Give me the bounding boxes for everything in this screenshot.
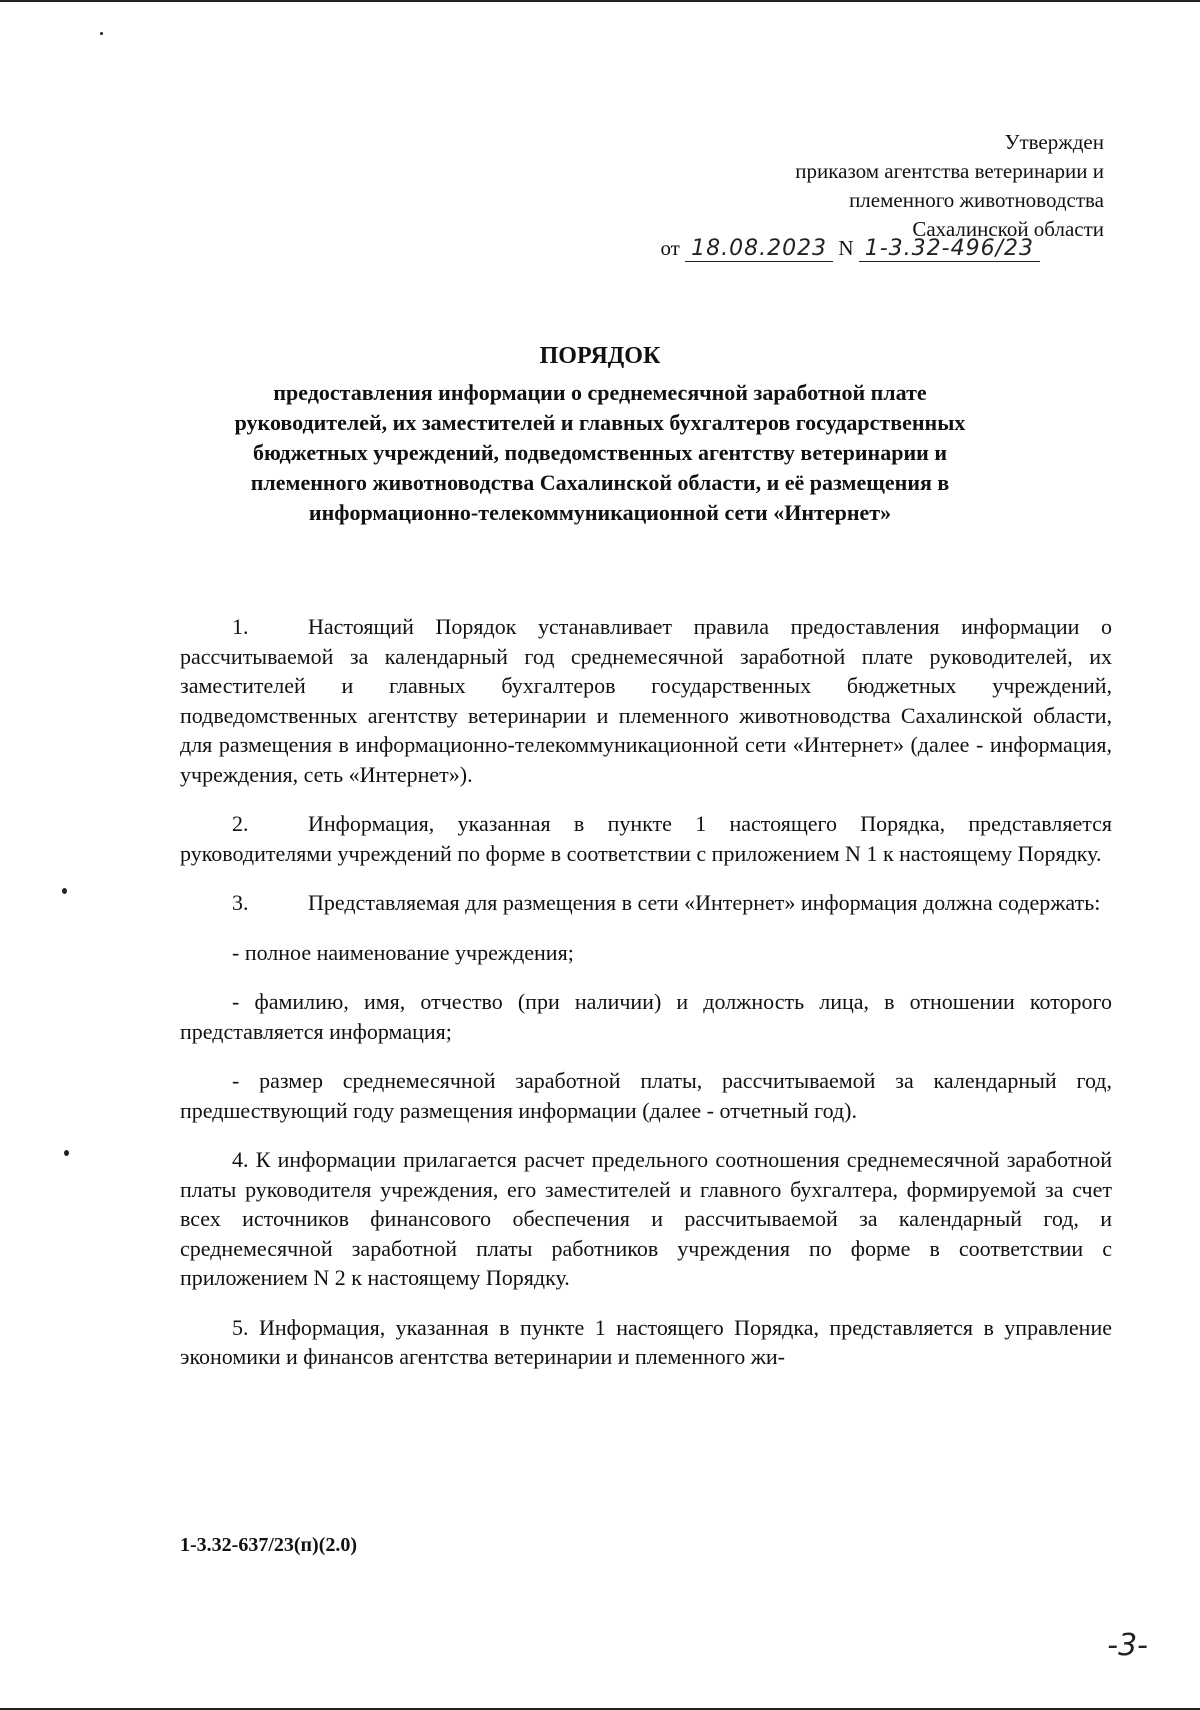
scan-speck xyxy=(64,1150,69,1156)
document-code: 1-3.32-637/23(п)(2.0) xyxy=(180,1534,358,1556)
paragraph-2 xyxy=(180,809,1112,868)
paragraph-5: 5. Информация, указанная в пункте 1 настоящего Порядка, представляется в управление экономики и финансов агентства ветеринарии и племенного жи- xyxy=(180,1314,1112,1369)
number-prefix: N xyxy=(838,236,854,260)
page-number: -3- xyxy=(1107,1628,1148,1663)
approval-line: приказом агентства ветеринарии и xyxy=(795,159,1104,183)
date-prefix: от xyxy=(660,236,680,260)
scan-speck xyxy=(100,32,103,35)
list-item: - размер среднемесячной заработной платы, рассчитываемой за календарный год, предшествующий году размещения информации (далее - отчетный год). xyxy=(180,1068,1112,1123)
list-item: - фамилию, имя, отчество (при наличии) и должность лица, в отношении которого представляется информация; xyxy=(180,989,1112,1044)
scan-top-edge xyxy=(0,0,1200,2)
approval-line: Сахалинской области xyxy=(912,217,1104,241)
document-title: ПОРЯДОК xyxy=(539,343,661,369)
paragraph-number: 1. xyxy=(232,614,249,639)
paragraph-4: 4. К информации прилагается расчет предельного соотношения среднемесячной заработной платы руководителя учреждения, его заместителей и главного бухгалтера, формируемой за счет всех источников финансового обеспечения и рассчитываемой за календарный год, и среднемесячной заработной платы работников учреждения по форме в соответствии с приложением N 2 к настоящему Порядку. xyxy=(180,1147,1112,1290)
handwritten-order-number: 1-3.32-496/23 xyxy=(859,237,1040,262)
paragraph-3 xyxy=(180,888,1112,918)
scan-speck xyxy=(62,888,67,894)
paragraph-1 xyxy=(180,612,1112,789)
approval-stamp-block xyxy=(795,128,1104,244)
paragraph-text: Представляемая для размещения в сети «Интернет» информация должна содержать: xyxy=(308,890,1101,915)
approval-line: Утвержден xyxy=(1004,130,1104,154)
paragraph-text: Информация, указанная в пункте 1 настоящего Порядка, представляется руководителями учреждений по форме в соответствии с приложением N 1 к настоящему Порядку. xyxy=(180,811,1112,866)
handwritten-date: 18.08.2023 xyxy=(685,237,833,262)
paragraph-text: Настоящий Порядок устанавливает правила предоставления информации о рассчитываемой за календарный год среднемесячной заработной плате руководителей, их заместителей и главных бухгалтеров государственных бюджетных учреждений, подведомственных агентству ветеринарии и племенного животноводства Сахалинской области, для размещения в информационно-телекоммуникационной сети «Интернет» (далее - информация, учреждения, сеть «Интернет»). xyxy=(180,614,1112,787)
document-subtitle: предоставления информации о среднемесячной заработной плате руководителей, их заместителей и главных бухгалтеров государственных бюджетных учреждений, подведомственных агентству ветеринарии и племенного животноводства Сахалинской области, и её размещения в информационно-телекоммуникационной сети «Интернет» xyxy=(234,380,966,525)
title-block xyxy=(200,340,1000,528)
list-item: - полное наименование учреждения; xyxy=(232,939,574,965)
approval-line: племенного животноводства xyxy=(849,188,1104,212)
paragraph-number: 2. xyxy=(232,811,249,836)
approval-date-line xyxy=(660,236,1040,262)
paragraph-number: 3. xyxy=(232,890,249,915)
document-body xyxy=(180,612,1112,1392)
